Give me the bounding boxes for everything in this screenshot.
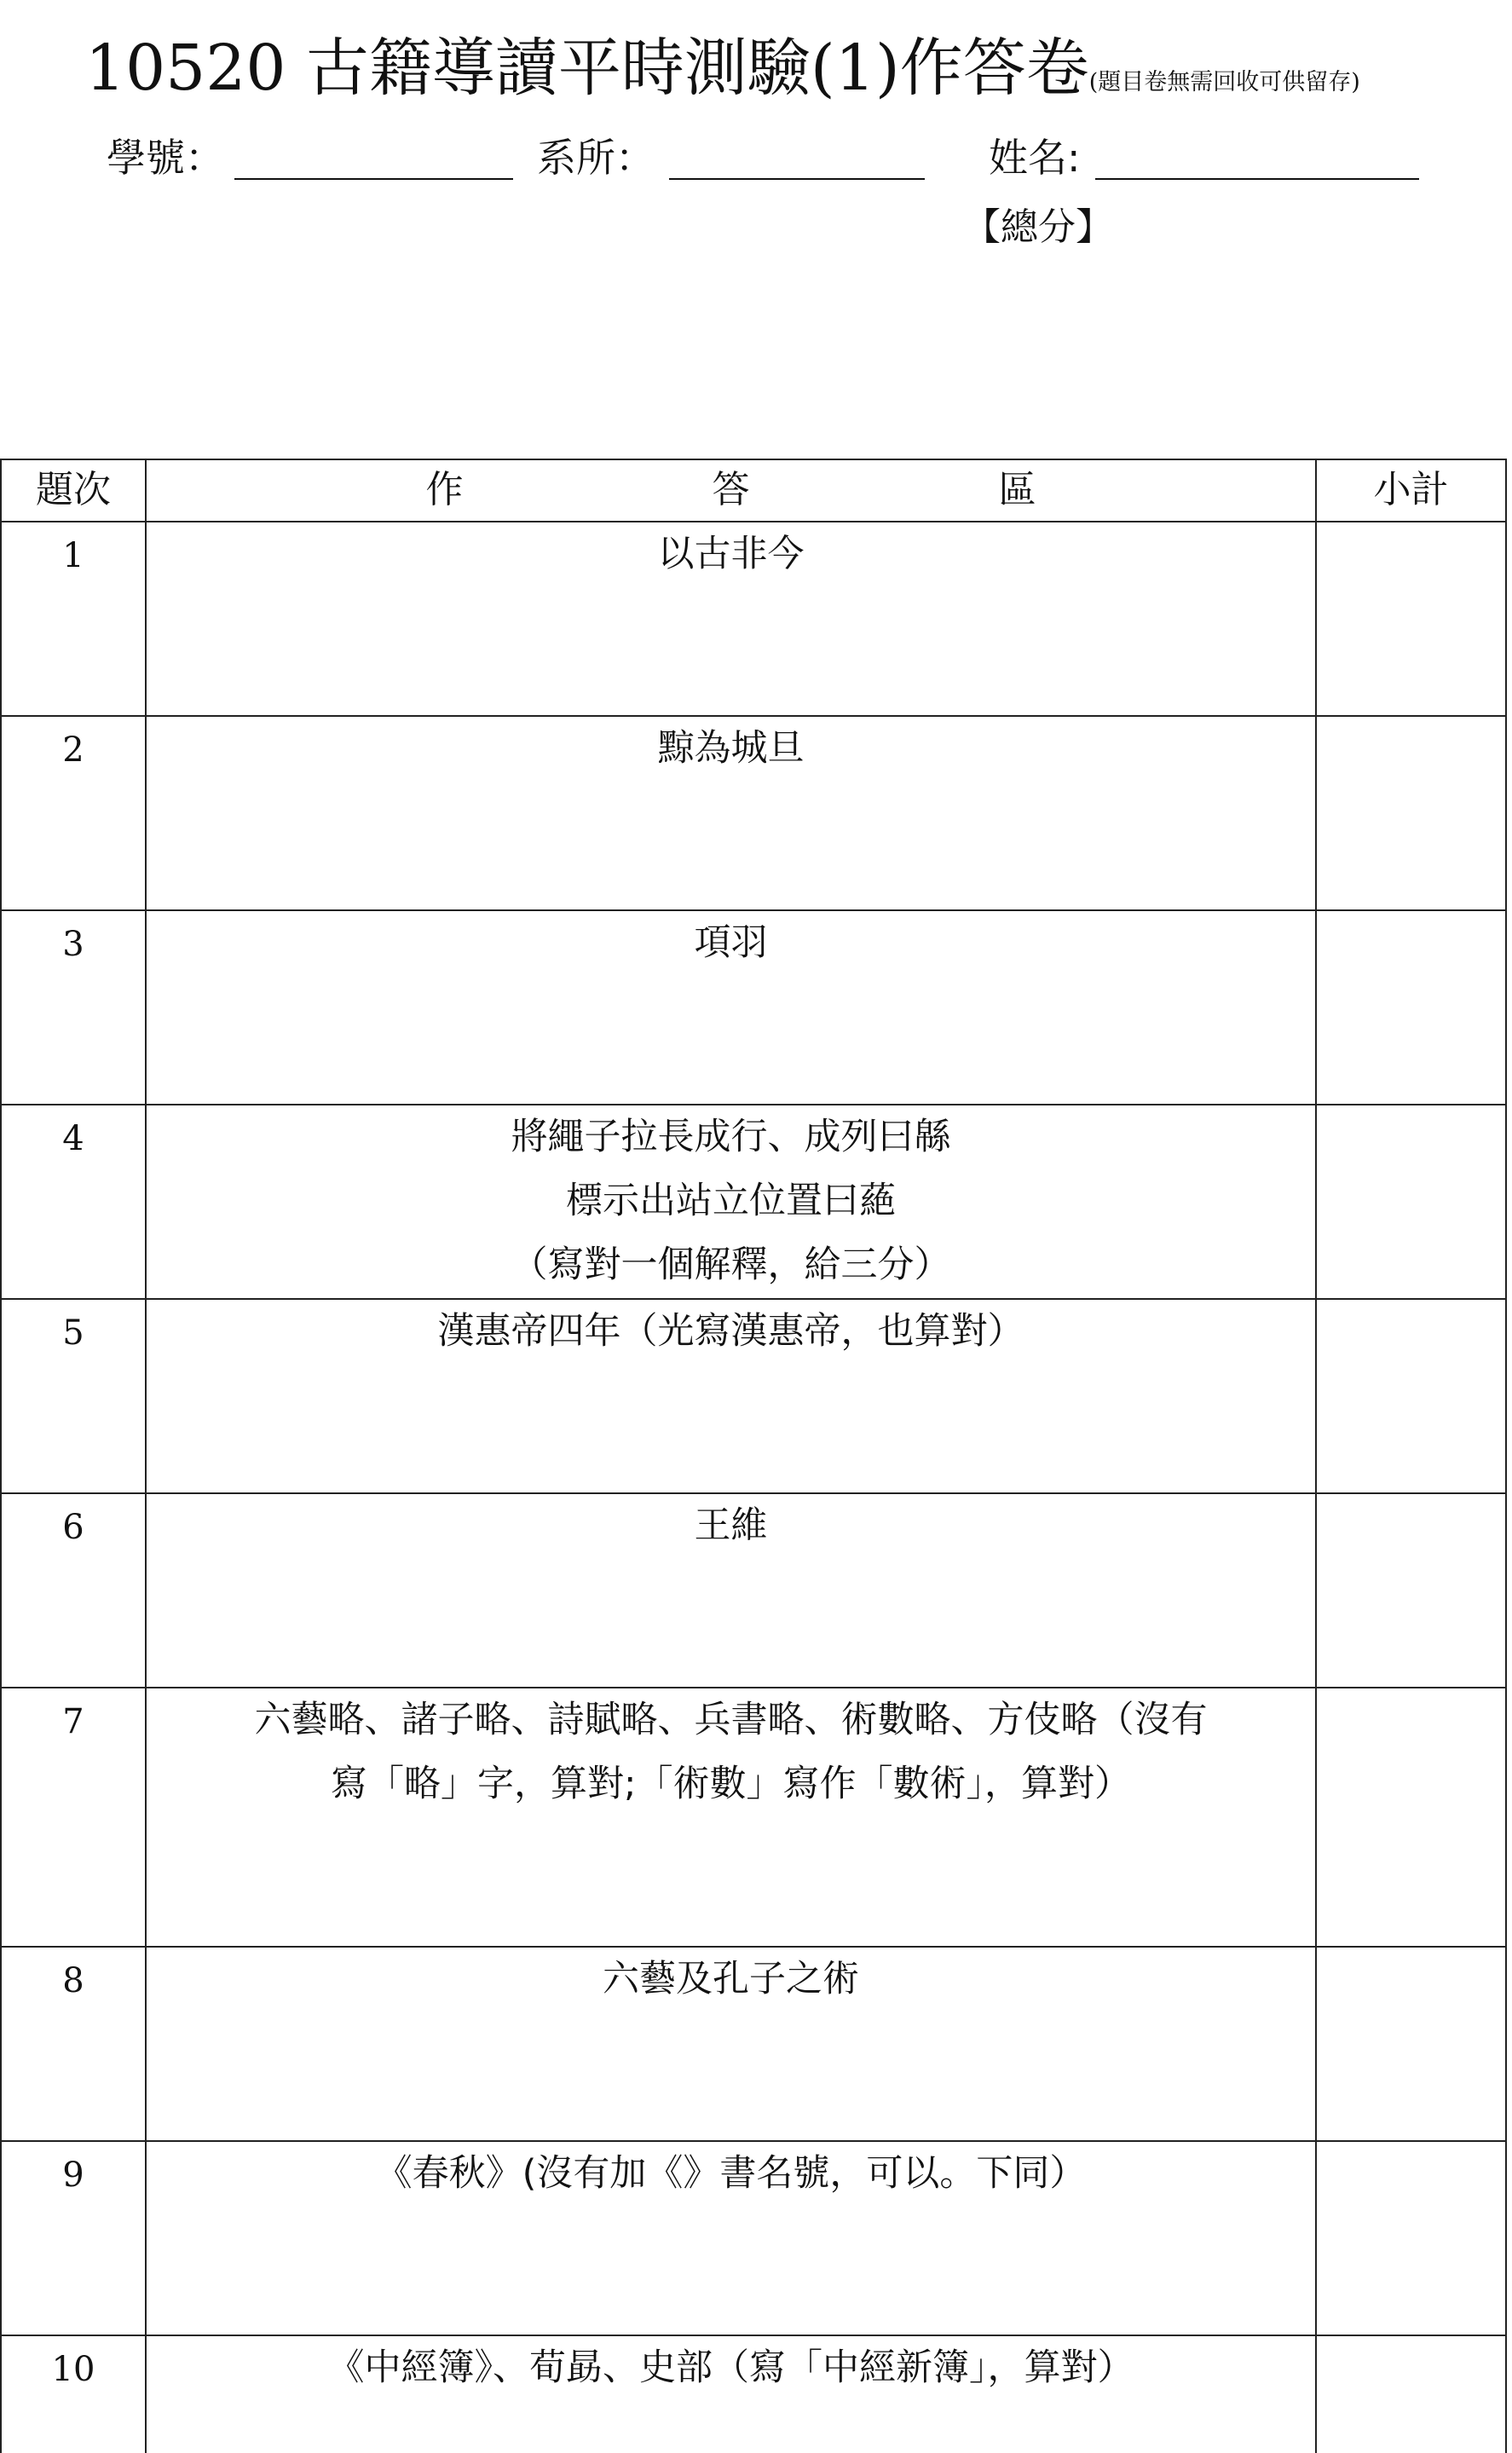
subtotal-cell[interactable] bbox=[1316, 2335, 1506, 2453]
subtotal-cell[interactable] bbox=[1316, 1105, 1506, 1299]
answer-table bbox=[0, 459, 1507, 2453]
answer-cell: 漢惠帝四年（光寫漢惠帝，也算對） bbox=[146, 1299, 1316, 1493]
subtotal-cell[interactable] bbox=[1316, 2141, 1506, 2335]
table-row bbox=[1, 2335, 1506, 2453]
question-number: 1 bbox=[1, 522, 146, 716]
subtotal-cell[interactable] bbox=[1316, 1299, 1506, 1493]
total-score-label: 【總分】 bbox=[963, 205, 1113, 249]
table-row bbox=[1, 1493, 1506, 1688]
subtotal-cell[interactable] bbox=[1316, 1947, 1506, 2141]
table-row bbox=[1, 1105, 1506, 1299]
header-area-char: 答 bbox=[712, 468, 750, 511]
question-number: 4 bbox=[1, 1105, 146, 1299]
subtotal-cell[interactable] bbox=[1316, 1493, 1506, 1688]
subtotal-cell[interactable] bbox=[1316, 910, 1506, 1105]
subtotal-cell[interactable] bbox=[1316, 522, 1506, 716]
table-row bbox=[1, 716, 1506, 910]
page-title bbox=[85, 26, 1360, 125]
answer-cell: 《中經簿》、荀勗、史部（寫「中經新簿」，算對） bbox=[146, 2335, 1316, 2453]
table-row bbox=[1, 1688, 1506, 1947]
student-id-blank[interactable] bbox=[234, 178, 513, 180]
question-number: 5 bbox=[1, 1299, 146, 1493]
header-number: 題次 bbox=[1, 459, 146, 522]
dept-blank[interactable] bbox=[669, 178, 925, 180]
header-area-char: 區 bbox=[998, 468, 1036, 511]
header-subtotal: 小計 bbox=[1316, 459, 1506, 522]
subtotal-cell[interactable] bbox=[1316, 716, 1506, 910]
question-number: 7 bbox=[1, 1688, 146, 1947]
table-row bbox=[1, 2141, 1506, 2335]
table-header-row bbox=[1, 459, 1506, 522]
table-row bbox=[1, 522, 1506, 716]
dept-label: 系所： bbox=[537, 135, 655, 181]
question-number: 8 bbox=[1, 1947, 146, 2141]
question-number: 9 bbox=[1, 2141, 146, 2335]
dept-field bbox=[537, 132, 655, 183]
answer-cell: 黥為城旦 bbox=[146, 716, 1316, 910]
answer-cell: 項羽 bbox=[146, 910, 1316, 1105]
title-text: 10520 古籍導讀平時測驗(1)作答卷 bbox=[85, 32, 1089, 105]
answer-cell: 六藝及孔子之術 bbox=[146, 1947, 1316, 2141]
name-blank[interactable] bbox=[1095, 178, 1419, 180]
student-id-field bbox=[107, 132, 224, 183]
name-label: 姓名: bbox=[989, 135, 1081, 181]
name-field bbox=[989, 132, 1081, 183]
question-number: 6 bbox=[1, 1493, 146, 1688]
answer-cell: 以古非今 bbox=[146, 522, 1316, 716]
answer-cell: 王維 bbox=[146, 1493, 1316, 1688]
student-id-label: 學號： bbox=[107, 135, 224, 181]
answer-cell: 將繩子拉長成行、成列曰緜 標示出站立位置曰蕝 （寫對一個解釋，給三分） bbox=[146, 1105, 1316, 1299]
title-note: (題目卷無需回收可供留存) bbox=[1088, 69, 1360, 95]
table-row bbox=[1, 910, 1506, 1105]
header-area-char: 作 bbox=[425, 468, 464, 511]
table-row bbox=[1, 1299, 1506, 1493]
question-number: 10 bbox=[1, 2335, 146, 2453]
question-number: 2 bbox=[1, 716, 146, 910]
answer-cell: 《春秋》(沒有加《》書名號，可以。下同） bbox=[146, 2141, 1316, 2335]
answer-cell: 六藝略、諸子略、詩賦略、兵書略、術數略、方伎略（沒有 寫「略」字，算對;「術數」寫作「數術」，算對） bbox=[146, 1688, 1316, 1947]
subtotal-cell[interactable] bbox=[1316, 1688, 1506, 1947]
header-answer-area bbox=[146, 459, 1316, 522]
table-row bbox=[1, 1947, 1506, 2141]
question-number: 3 bbox=[1, 910, 146, 1105]
